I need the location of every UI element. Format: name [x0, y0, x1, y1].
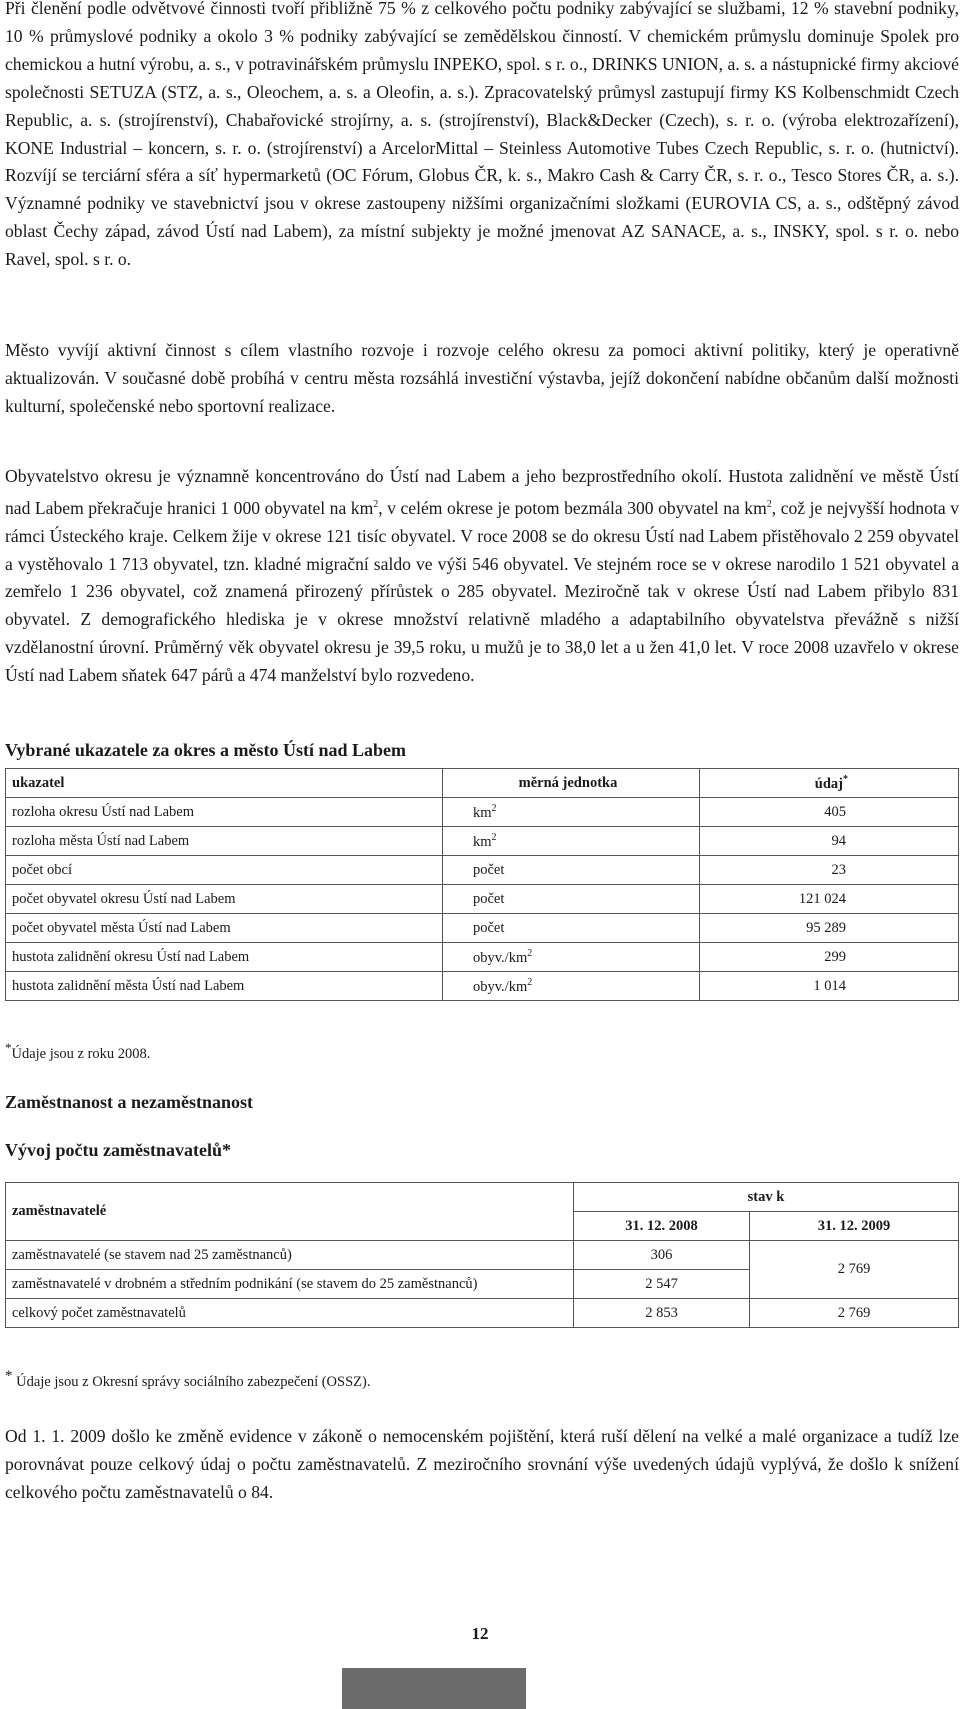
table-row: [6, 972, 959, 1001]
column-header-unit: měrná jednotka: [443, 769, 700, 798]
page-number: 12: [471, 1624, 489, 1643]
row-value-2009: 2 769: [750, 1299, 959, 1328]
row-label: počet obyvatel okresu Ústí nad Labem: [6, 885, 443, 914]
row-label: hustota zalidnění okresu Ústí nad Labem: [6, 943, 443, 972]
table-row: [6, 885, 959, 914]
table-row: [6, 1241, 959, 1270]
row-value-2009-merged: 2 769: [750, 1241, 959, 1299]
paragraph-employers-change: Od 1. 1. 2009 došlo ke změně evidence v zákoně o nemocenském pojištění, která ruší dělení na velké a malé organizace a tudíž lze porovnávat pouze celkový údaj o počtu zaměstnavatelů. Z meziročního srovnání výše uvedených údajů vyplývá, že došlo k snížení celkového počtu zaměstnavatelů o 84.: [5, 1426, 959, 1502]
footnote-indicators: *Údaje jsou z roku 2008.: [5, 1040, 151, 1062]
table-header-row: [6, 1183, 959, 1212]
row-label: zaměstnavatelé v drobném a středním podnikání (se stavem do 25 zaměstnanců): [6, 1270, 574, 1299]
column-header-indicator: ukazatel: [6, 769, 443, 798]
column-header-employers: zaměstnavatelé: [6, 1183, 574, 1241]
indicators-table: [5, 768, 959, 1001]
column-header-2008: 31. 12. 2008: [574, 1212, 750, 1241]
row-label: rozloha okresu Ústí nad Labem: [6, 798, 443, 827]
row-label: celkový počet zaměstnavatelů: [6, 1299, 574, 1328]
row-unit: $km^2$: [443, 798, 700, 827]
row-value: 1 014: [700, 972, 959, 1001]
row-value: 94: [700, 827, 959, 856]
row-value-2008: 2 547: [574, 1270, 750, 1299]
paragraph-industry: Při členění podle odvětvové činnosti tvoří přibližně 75 % z celkového počtu podniky zabývající se službami, 12 % stavební podniky, 10 % průmyslové podniky a okolo 3 % podniky zabývající se zemědělskou činností. V chemickém průmyslu dominuje Spolek pro chemickou a hutní výrobu, a. s., v potravinářském průmyslu INPEKO, spol. s r. o., DRINKS UNION, a. s. a nástupnické firmy akciové společnosti SETUZA (STZ, a. s., Oleochem, a. s. a Oleofin, a. s.). Zpracovatelský průmysl zastupují firmy KS Kolbenschmidt Czech Republic, a. s. (strojírenství), Chabařovické strojírny, a. s. (strojírenství), Black&Decker (Czech), s. r. o. (výroba elektrozařízení), KONE Industrial – koncern, s. r. o. (strojírenství) a ArcelorMittal – Steinless Automotive Tubes Czech Republic, s. r. o. (hutnictví). Rozvíjí se terciární sféra a síť hypermarketů (OC Fórum, Globus ČR, k. s., Makro Cash & Carry ČR, s. r. o., Tesco Stores ČR, a. s.). Významné podniky ve stavebnictví jsou v okrese zastoupeny nižšími organizačními složkami (EUROVIA CS, a. s., odštěpný závod oblast Čechy západ, závod Ústí nad Labem), za místní subjekty je možné jmenovat AZ SANACE, a. s., INSKY, spol. s r. o. nebo Ravel, spol. s r. o.: [5, 0, 959, 270]
row-value: 23: [700, 856, 959, 885]
row-label: počet obcí: [6, 856, 443, 885]
column-header-group: stav k: [574, 1183, 959, 1212]
paragraph-city-development: Město vyvíjí aktivní činnost s cílem vlastního rozvoje i rozvoje celého okresu za pomoci aktivní politiky, který je operativně aktualizován. V současné době probíhá v centru města rozsáhlá investiční výstavba, jejíž dokončení nabídne občanům další možnosti kulturní, společenské nebo sportovní realizace.: [5, 340, 959, 416]
column-header-value: údaj*: [700, 769, 959, 798]
table-row-total: [6, 1299, 959, 1328]
row-value: 95 289: [700, 914, 959, 943]
table-row: [6, 914, 959, 943]
row-unit: $km^2$: [443, 827, 700, 856]
row-value: 405: [700, 798, 959, 827]
row-unit: počet: [443, 885, 700, 914]
row-unit: $obyv./km^2$: [443, 943, 700, 972]
row-label: rozloha města Ústí nad Labem: [6, 827, 443, 856]
row-label: zaměstnavatelé (se stavem nad 25 zaměstnanců): [6, 1241, 574, 1270]
footnote-employers: * Údaje jsou z Okresní správy sociálního zabezpečení (OSSZ).: [5, 1368, 371, 1390]
employers-table: [5, 1182, 959, 1328]
row-label: hustota zalidnění města Ústí nad Labem: [6, 972, 443, 1001]
heading-employers-trend: Vývoj počtu zaměstnavatelů*: [5, 1140, 231, 1160]
table-row: [6, 827, 959, 856]
heading-employment: Zaměstnanost a nezaměstnanost: [5, 1092, 254, 1112]
row-label: počet obyvatel města Ústí nad Labem: [6, 914, 443, 943]
row-value-2008: 2 853: [574, 1299, 750, 1328]
table-row: [6, 856, 959, 885]
footer-bar: [342, 1668, 526, 1709]
column-header-2009: 31. 12. 2009: [750, 1212, 959, 1241]
row-value: 299: [700, 943, 959, 972]
paragraph-population: Obyvatelstvo okresu je významně koncentrováno do Ústí nad Labem a jeho bezprostředního okolí. Hustota zalidnění ve městě Ústí nad Labem překračuje hranici 1 000 obyvatel na $km^2$, v celém okrese je potom bezmála 300 obyvatel na $km^2$, což je nejvyšší hodnota v rámci Ústeckého kraje. Celkem žije v okrese 121 tisíc obyvatel. V roce 2008 se do okresu Ústí nad Labem přistěhovalo 2 259 obyvatel a vystěhovalo 1 713 obyvatel, tzn. kladné migrační saldo ve výši 546 obyvatel. Ve stejném roce se v okrese narodilo 1 521 obyvatel a zemřelo 1 236 obyvatel, což znamená přirozený přírůstek o 285 obyvatel. Meziročně tak v okrese Ústí nad Labem přibylo 831 obyvatel. Z demografického hlediska je v okrese množství relativně mladého a adaptabilního obyvatelstva převážně s nižší vzdělanostní úrovní. Průměrný věk obyvatel okresu je 39,5 roku, u mužů je to 38,0 let a u žen 41,0 let. V roce 2008 uzavřelo v okrese Ústí nad Labem sňatek 647 párů a 474 manželství bylo rozvedeno.: [5, 466, 959, 686]
row-value-2008: 306: [574, 1241, 750, 1270]
heading-indicators: Vybrané ukazatele za okres a město Ústí nad Labem: [5, 740, 406, 760]
row-value: 121 024: [700, 885, 959, 914]
row-unit: počet: [443, 856, 700, 885]
row-unit: $obyv./km^2$: [443, 972, 700, 1001]
table-row: [6, 943, 959, 972]
table-header-row: [6, 769, 959, 798]
table-row: [6, 798, 959, 827]
row-unit: počet: [443, 914, 700, 943]
